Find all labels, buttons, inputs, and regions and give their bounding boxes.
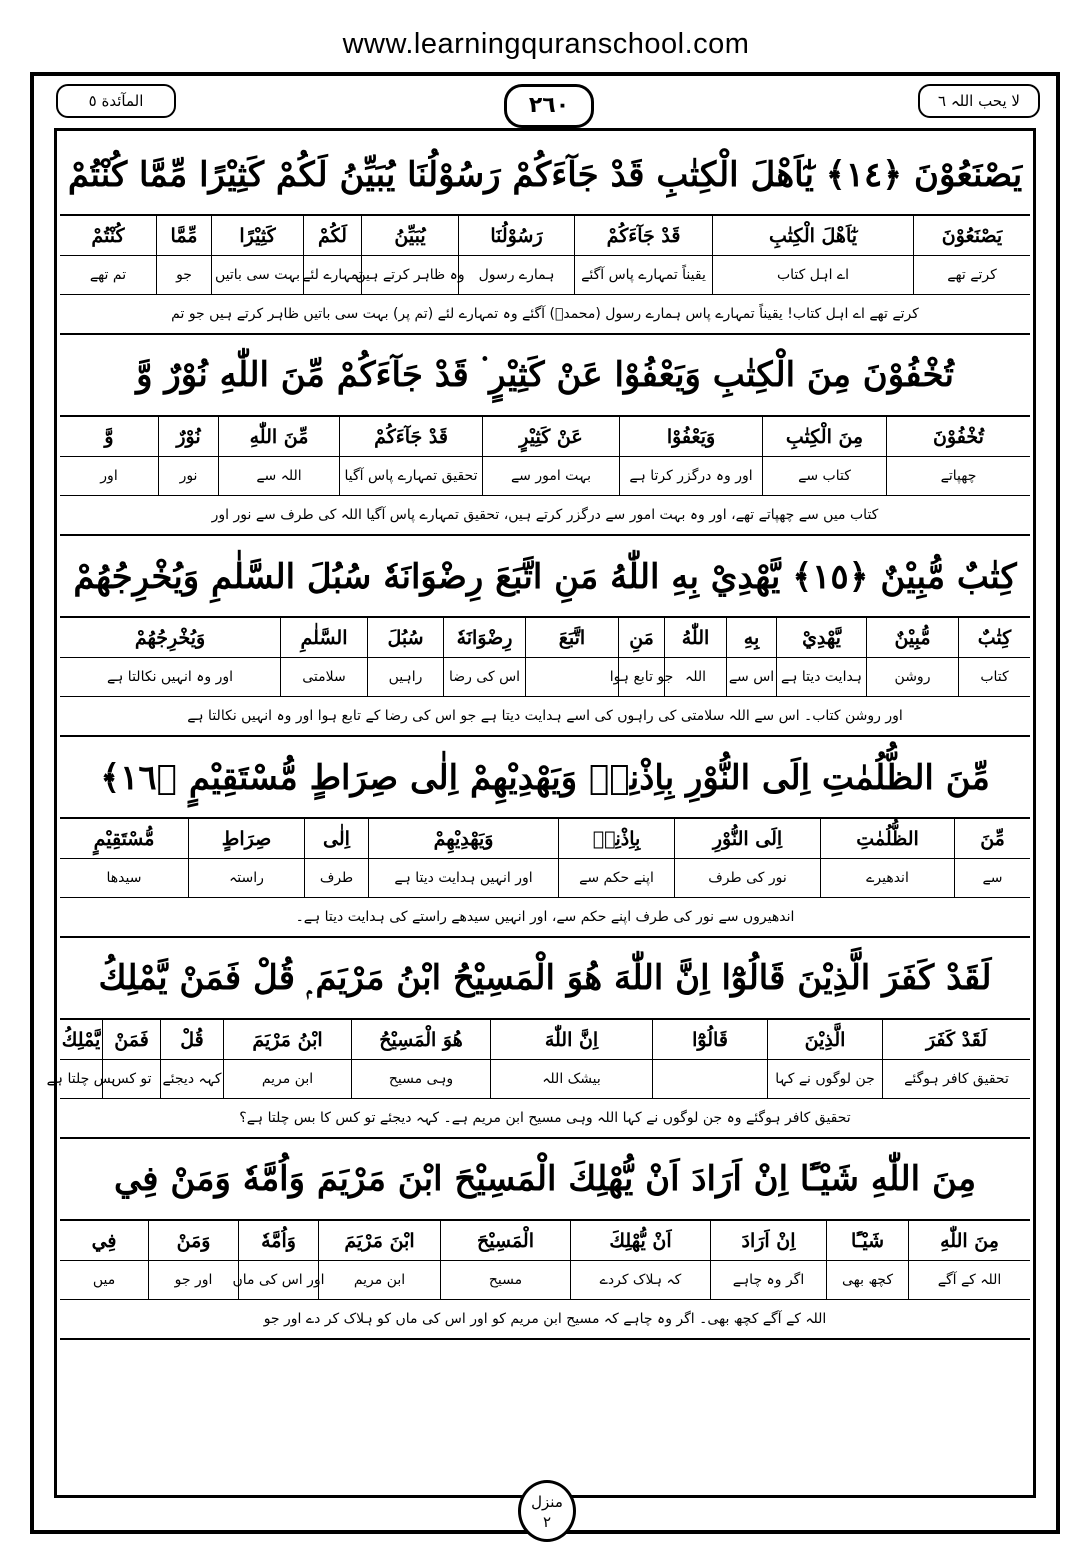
ayah-block <box>60 335 1030 536</box>
arabic-word-cell: سُبُلَ <box>367 618 443 657</box>
urdu-meaning-cell: سلامتی <box>280 658 367 696</box>
urdu-meaning-cell: نور <box>158 457 218 495</box>
ayah-block <box>60 134 1030 335</box>
arabic-word-cell: وَيَعْفُوْا <box>619 417 762 456</box>
manzil-marker <box>518 1480 576 1542</box>
urdu-meaning-cell: اور جو <box>148 1261 238 1299</box>
urdu-meaning-cell: سیدھا <box>106 870 142 886</box>
arabic-word-cell: كَثِيْرًا <box>211 216 303 255</box>
full-translation-line: اور روشن کتاب۔ اس سے اللہ سلامتی کی راہوں کی اسے ہدایت دیتا ہے جو اس کی رضا کے تابع ہوا اور وہ انہیں نکالتا ہے <box>187 708 903 724</box>
urdu-meaning-cell: کہہ دیجئے <box>160 1060 223 1098</box>
urdu-meaning-cell: راستہ <box>188 859 304 897</box>
urdu-meaning-cell: ابن مریم <box>223 1060 351 1098</box>
arabic-word-cell: نُوْرٌ <box>158 417 218 456</box>
urdu-meaning-cell: طرف <box>304 859 368 897</box>
urdu-meaning-cell: اے اہل کتاب <box>712 256 913 294</box>
arabic-word-cell: يَّمْلِكُ <box>61 1028 101 1051</box>
urdu-meaning-cell: نور کی طرف <box>674 859 820 897</box>
arabic-word-cell: مِّنَ <box>954 819 1030 858</box>
urdu-meaning-cell: جو <box>156 256 211 294</box>
arabic-word-cell: عَنْ كَثِيْرٍ <box>482 417 619 456</box>
ayah-block <box>60 1139 1030 1340</box>
word-translation-row <box>60 457 1030 496</box>
urdu-meaning-cell: جو تابع ہوا <box>618 658 664 696</box>
arabic-word-cell: مَنِ <box>618 618 664 657</box>
arabic-word-cell: ابْنُ مَرْيَمَ <box>223 1020 351 1059</box>
surah-name-label: المآئدة ٥ <box>56 84 176 118</box>
urdu-meaning-cell: تحقیق کافر ہوگئے <box>882 1060 1030 1098</box>
urdu-meaning-cell: اور اس کی ماں <box>238 1261 318 1299</box>
word-row <box>60 819 1030 859</box>
word-row <box>60 618 1030 658</box>
word-translation-row <box>46 1060 1030 1099</box>
urdu-meaning-cell: اگر وہ چاہے <box>710 1261 826 1299</box>
para-name-label: لا یحب اللہ ٦ <box>918 84 1040 118</box>
urdu-meaning-cell: بس چلتا ہے <box>46 1071 116 1087</box>
arabic-word-cell: مِنَ اللّٰهِ <box>908 1221 1030 1260</box>
urdu-meaning-cell: اور وہ درگزر کرتا ہے <box>619 457 762 495</box>
arabic-verse-line: كِتٰبٌ مُّبِيْنٌ ﴿١٥﴾ يَّهْدِيْ بِهِ اللّٰهُ مَنِ اتَّبَعَ رِضْوَانَهٗ سُبُلَ السَّلٰمِ وَيُخْرِجُهُمْ <box>60 536 1030 618</box>
manzil-number: ٢ <box>542 1513 552 1531</box>
arabic-word-cell: بِاِذْنِهٖ <box>558 819 674 858</box>
urdu-meaning-cell: جن لوگوں نے کہا <box>767 1060 882 1098</box>
arabic-word-cell: الْمَسِيْحَ <box>440 1221 570 1260</box>
urdu-meaning-cell: اور انہیں ہدایت دیتا ہے <box>368 859 558 897</box>
word-row <box>60 216 1030 256</box>
arabic-word-cell: رِضْوَانَهٗ <box>443 618 525 657</box>
arabic-word-cell: لَكُمْ <box>303 216 361 255</box>
urdu-meaning-cell: ہمارے رسول <box>458 256 574 294</box>
urdu-meaning-cell: اور وہ انہیں نکالتا ہے <box>106 669 234 685</box>
urdu-meaning-cell: ابن مریم <box>318 1261 440 1299</box>
word-translation-row <box>60 658 1030 697</box>
arabic-word-cell: فَمَنْ <box>102 1020 160 1059</box>
arabic-word-cell: ابْنَ مَرْيَمَ <box>318 1221 440 1260</box>
full-translation-line: کرتے تھے اے اہل کتاب! یقیناً تمہارے پاس ہمارے رسول (محمدؐ) آگئے وہ تمہارے لئے (تم پر) بہت سی باتیں ظاہر کرتے ہیں جو تم <box>171 306 919 322</box>
urdu-meaning-cell: کچھ بھی <box>826 1261 908 1299</box>
arabic-verse-line: يَصْنَعُوْنَ ﴿١٤﴾ يٰٓاَهْلَ الْكِتٰبِ قَدْ جَآءَكُمْ رَسُوْلُنَا يُبَيِّنُ لَكُمْ كَثِيْرًا مِّمَّا كُنْتُمْ <box>60 134 1030 216</box>
word-row <box>60 1020 1030 1060</box>
arabic-word-cell: رَسُوْلُنَا <box>458 216 574 255</box>
urdu-meaning-cell: وہ ظاہر کرتے ہیں <box>361 256 458 294</box>
urdu-meaning-cell: چھپاتے <box>886 457 1030 495</box>
arabic-word-cell: اِلٰى <box>304 819 368 858</box>
urdu-meaning-cell: تم تھے <box>89 267 127 283</box>
urdu-meaning-cell: ہدایت دیتا ہے <box>776 658 866 696</box>
word-translation-row <box>60 256 1030 295</box>
arabic-word-cell: فِي <box>91 1229 117 1252</box>
word-row <box>60 1221 1030 1261</box>
arabic-word-cell: قَدْ جَآءَكُمْ <box>574 216 712 255</box>
full-translation-line: اللہ کے آگے کچھ بھی۔ اگر وہ چاہے کہ مسیح ابن مریم کو اور اس کی ماں کو ہلاک کر دے اور جو <box>263 1311 827 1327</box>
arabic-word-cell: شَيْـًٔا <box>826 1221 908 1260</box>
full-translation-line: تحقیق کافر ہوگئے وہ جن لوگوں نے کہا اللہ وہی مسیح ابن مریم ہے۔ کہہ دیجئے تو کس کا بس چلتا ہے؟ <box>239 1110 851 1126</box>
arabic-word-cell: اتَّبَعَ <box>525 618 618 657</box>
urdu-meaning-cell: مسیح <box>440 1261 570 1299</box>
urdu-meaning-cell: اندھیرے <box>820 859 954 897</box>
arabic-word-cell: الظُّلُمٰتِ <box>820 819 954 858</box>
arabic-word-cell: مِّنَ اللّٰهِ <box>218 417 339 456</box>
arabic-word-cell: مِّمَّا <box>156 216 211 255</box>
full-translation-line: اندھیروں سے نور کی طرف اپنے حکم سے، اور انہیں سیدھے راستے کی ہدایت دیتا ہے۔ <box>295 909 795 925</box>
arabic-word-cell: الَّذِيْنَ <box>767 1020 882 1059</box>
urdu-meaning-cell: بیشک اللہ <box>490 1060 652 1098</box>
urdu-meaning-cell: اللہ <box>664 658 726 696</box>
manzil-label: منزل <box>531 1493 563 1511</box>
arabic-word-cell: اِنَّ اللّٰهَ <box>490 1020 652 1059</box>
arabic-word-cell: اِنْ اَرَادَ <box>710 1221 826 1260</box>
page-number: ٢٦٠ <box>504 84 594 128</box>
urdu-meaning-cell <box>652 1060 767 1098</box>
arabic-word-cell: يٰٓاَهْلَ الْكِتٰبِ <box>712 216 913 255</box>
arabic-word-cell: مِنَ الْكِتٰبِ <box>762 417 886 456</box>
arabic-word-cell: يَصْنَعُوْنَ <box>913 216 1030 255</box>
urdu-meaning-cell: اور <box>100 468 118 484</box>
urdu-meaning-cell: یقیناً تمہارے پاس آگئے <box>574 256 712 294</box>
arabic-word-cell: كُنْتُمْ <box>91 224 125 247</box>
arabic-word-cell: تُخْفُوْنَ <box>886 417 1030 456</box>
arabic-word-cell: يُبَيِّنُ <box>361 216 458 255</box>
urdu-meaning-cell: روشن <box>866 658 958 696</box>
ayah-block <box>46 938 1030 1139</box>
ayah-block <box>60 737 1030 938</box>
arabic-word-cell: مُّسْتَقِيْمٍ <box>93 827 155 850</box>
arabic-word-cell: هُوَ الْمَسِيْحُ <box>351 1020 490 1059</box>
arabic-word-cell: قُلْ <box>160 1020 223 1059</box>
urdu-meaning-cell: بہت امور سے <box>482 457 619 495</box>
arabic-word-cell: وَيُخْرِجُهُمْ <box>134 626 206 649</box>
arabic-word-cell: مُّبِيْنٌ <box>866 618 958 657</box>
word-row <box>60 417 1030 457</box>
urdu-meaning-cell: اللہ کے آگے <box>908 1261 1030 1299</box>
arabic-word-cell: وَمَنْ <box>148 1221 238 1260</box>
arabic-word-cell: صِرَاطٍ <box>188 819 304 858</box>
arabic-word-cell: يَّهْدِيْ <box>776 618 866 657</box>
arabic-word-cell: اللّٰهُ <box>664 618 726 657</box>
site-url: www.learningquranschool.com <box>342 28 750 60</box>
urdu-meaning-cell: اپنے حکم سے <box>558 859 674 897</box>
urdu-meaning-cell: اس کی رضا <box>443 658 525 696</box>
arabic-word-cell: قَالُوْٓا <box>652 1020 767 1059</box>
urdu-meaning-cell: کرتے تھے <box>913 256 1030 294</box>
arabic-word-cell: وَّ <box>104 425 114 448</box>
arabic-word-cell: اَنْ يُّهْلِكَ <box>570 1221 710 1260</box>
arabic-verse-line: مِّنَ الظُّلُمٰتِ اِلَى النُّوْرِ بِاِذْنِهٖ وَيَهْدِيْهِمْ اِلٰى صِرَاطٍ مُّسْتَقِيْمٍ ﴿١٦﴾ <box>60 737 1030 819</box>
translation-table <box>46 134 1030 1489</box>
full-translation-line: کتاب میں سے چھپاتے تھے، اور وہ بہت امور سے درگزر کرتے ہیں، تحقیق تمہارے پاس آگیا اللہ کی طرف سے نور اور <box>211 507 879 523</box>
urdu-meaning-cell: کتاب سے <box>762 457 886 495</box>
arabic-word-cell: بِهِ <box>726 618 776 657</box>
urdu-meaning-cell: تمہارے لئے <box>303 256 361 294</box>
arabic-word-cell: كِتٰبٌ <box>958 618 1030 657</box>
urdu-meaning-cell: اس سے <box>726 658 776 696</box>
arabic-word-cell: السَّلٰمِ <box>280 618 367 657</box>
arabic-verse-line: لَقَدْ كَفَرَ الَّذِيْنَ قَالُوْٓا اِنَّ اللّٰهَ هُوَ الْمَسِيْحُ ابْنُ مَرْيَمَ ۭ قُلْ فَمَنْ يَّمْلِكُ <box>60 938 1030 1020</box>
arabic-word-cell: وَيَهْدِيْهِمْ <box>368 819 558 858</box>
urdu-meaning-cell: تو کس <box>102 1060 160 1098</box>
urdu-meaning-cell: راہیں <box>367 658 443 696</box>
arabic-word-cell: لَقَدْ كَفَرَ <box>882 1020 1030 1059</box>
urdu-meaning-cell: اللہ سے <box>218 457 339 495</box>
urdu-meaning-cell: وہی مسیح <box>351 1060 490 1098</box>
urdu-meaning-cell: بہت سی باتیں <box>211 256 303 294</box>
urdu-meaning-cell <box>525 658 618 696</box>
word-translation-row <box>60 859 1030 898</box>
word-translation-row <box>60 1261 1030 1300</box>
urdu-meaning-cell: تحقیق تمہارے پاس آگیا <box>339 457 482 495</box>
ayah-block <box>60 536 1030 737</box>
urdu-meaning-cell: میں <box>92 1272 116 1288</box>
arabic-word-cell: اِلَى النُّوْرِ <box>674 819 820 858</box>
arabic-word-cell: وَاُمَّهٗ <box>238 1221 318 1260</box>
urdu-meaning-cell: سے <box>954 859 1030 897</box>
arabic-verse-line: تُخْفُوْنَ مِنَ الْكِتٰبِ وَيَعْفُوْا عَنْ كَثِيْرٍ ۬ قَدْ جَآءَكُمْ مِّنَ اللّٰهِ نُوْرٌ وَّ <box>60 335 1030 417</box>
arabic-word-cell: قَدْ جَآءَكُمْ <box>339 417 482 456</box>
arabic-verse-line: مِنَ اللّٰهِ شَيْـًٔا اِنْ اَرَادَ اَنْ يُّهْلِكَ الْمَسِيْحَ ابْنَ مَرْيَمَ وَاُمَّهٗ وَمَنْ فِي <box>60 1139 1030 1221</box>
urdu-meaning-cell: کہ ہلاک کردے <box>570 1261 710 1299</box>
urdu-meaning-cell: کتاب <box>958 658 1030 696</box>
